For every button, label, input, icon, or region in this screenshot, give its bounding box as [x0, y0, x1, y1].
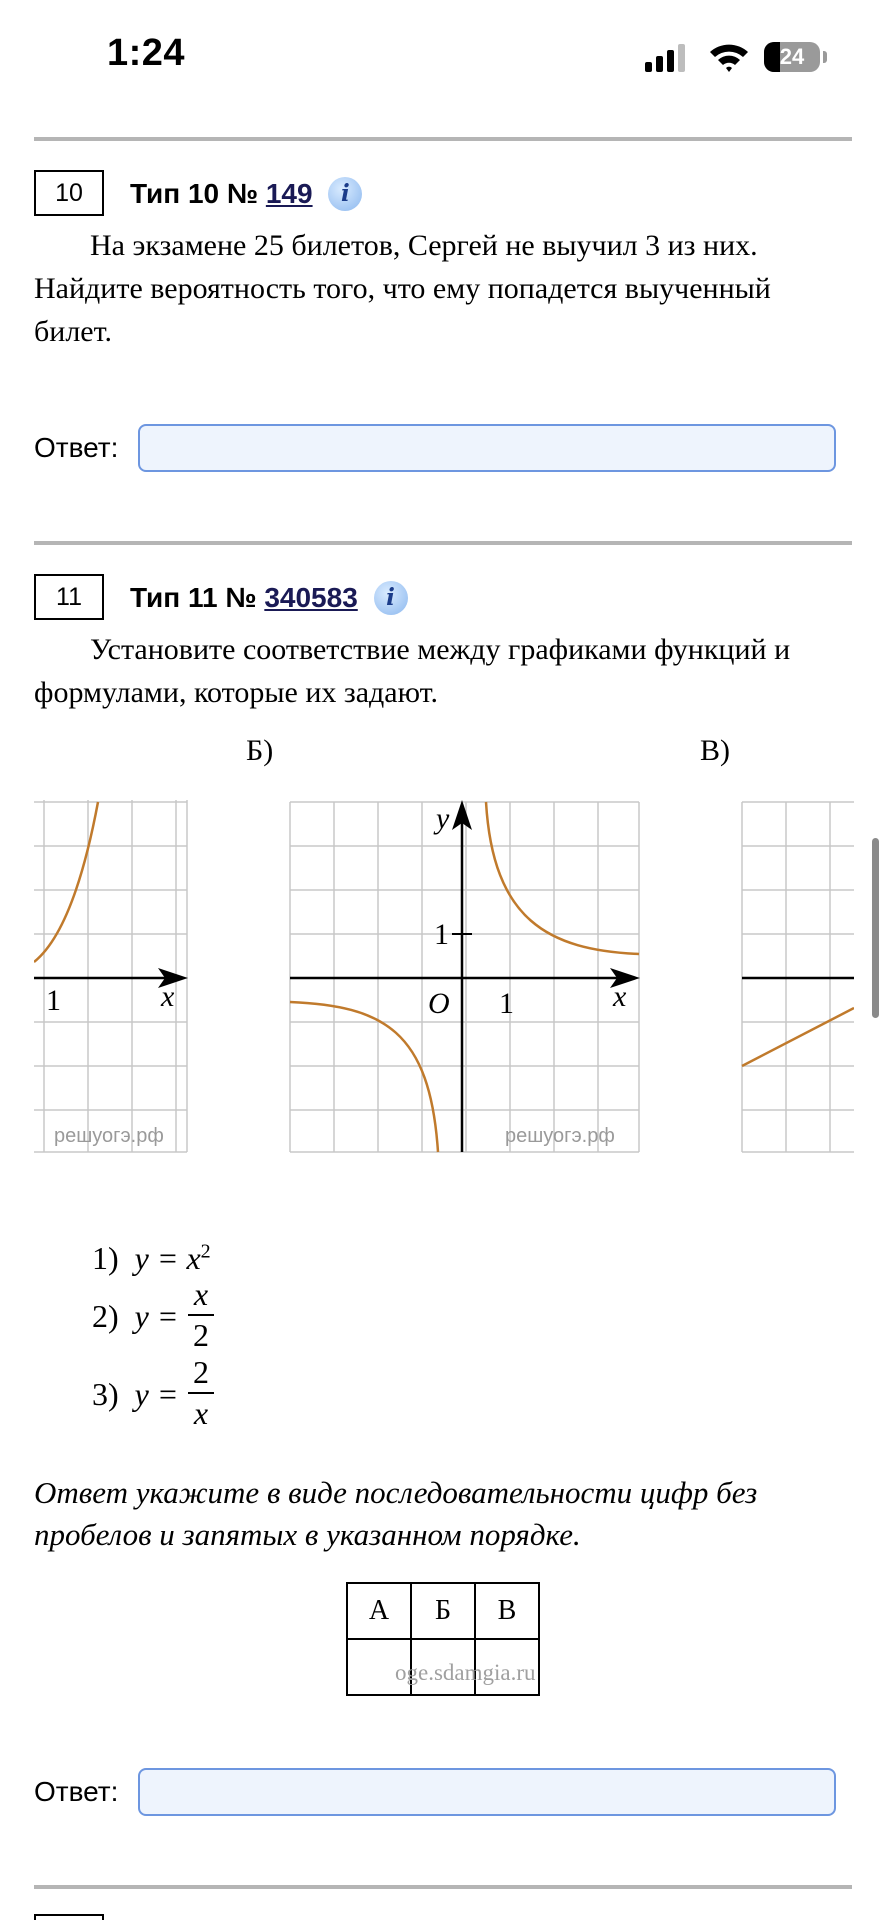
task-type-label: Тип 10 №	[130, 178, 259, 209]
formula-1: 1) $y = x^2$	[92, 1240, 211, 1276]
status-time: 1:24	[107, 32, 186, 74]
watermark: решуогэ.рф	[505, 1125, 615, 1147]
x-axis-label: x	[161, 980, 175, 1013]
task-id-link[interactable]: 149	[265, 178, 313, 209]
tick-label: 1	[499, 987, 514, 1020]
info-icon[interactable]: i	[374, 581, 408, 615]
watermark: решуогэ.рф	[54, 1125, 164, 1147]
task-number: 10	[34, 170, 104, 216]
divider	[34, 541, 852, 545]
divider	[34, 1885, 852, 1889]
answer-input[interactable]	[138, 1768, 836, 1816]
table-header-b: Б	[411, 1583, 475, 1639]
formula-2: 2) y =	[92, 1298, 179, 1334]
info-icon[interactable]: i	[328, 177, 362, 211]
divider	[34, 137, 852, 141]
task-text: На экзамене 25 билетов, Сергей не выучил 3 из них. Найдите вероятность того, что ему попадется выученный билет.	[34, 229, 771, 348]
task-type-label: Тип 11 №	[130, 582, 257, 613]
task-header	[130, 582, 408, 615]
graph-label-b: Б)	[246, 734, 274, 767]
battery-icon	[764, 42, 820, 72]
tick-label: 1	[434, 918, 449, 951]
graph-label-v: В)	[700, 734, 730, 767]
answer-input[interactable]	[138, 424, 836, 472]
graph-a	[34, 800, 190, 1156]
x-axis-label: x	[613, 980, 627, 1013]
table-header-v: В	[475, 1583, 539, 1639]
wifi-icon	[708, 42, 750, 72]
formula-3: 3) y =	[92, 1376, 179, 1412]
battery-level: 24	[779, 44, 805, 69]
fraction-3: 2 x	[188, 1354, 214, 1432]
tick-label: 1	[46, 984, 61, 1017]
task-text: Установите соответствие между графиками функций и формулами, которые их задают.	[34, 633, 791, 709]
graph-b	[288, 800, 642, 1156]
signal-icon	[645, 44, 693, 72]
table-header-a: А	[347, 1583, 411, 1639]
scrollbar[interactable]	[872, 838, 879, 1018]
graph-v	[740, 800, 854, 1156]
task-number: 11	[34, 574, 104, 620]
fraction-2: x 2	[188, 1276, 214, 1354]
answer-label: Ответ:	[34, 432, 119, 463]
y-axis-label: y	[436, 802, 450, 835]
task-number	[34, 1914, 104, 1920]
table-watermark: oge.sdamgia.ru	[395, 1660, 536, 1685]
task-header	[130, 178, 362, 211]
answer-label: Ответ:	[34, 1776, 119, 1807]
task-id-link[interactable]: 340583	[264, 582, 358, 613]
origin-label: O	[428, 987, 450, 1020]
instruction-text: Ответ укажите в виде последовательности цифр без пробелов и запятых в указанном порядке.	[34, 1475, 758, 1552]
